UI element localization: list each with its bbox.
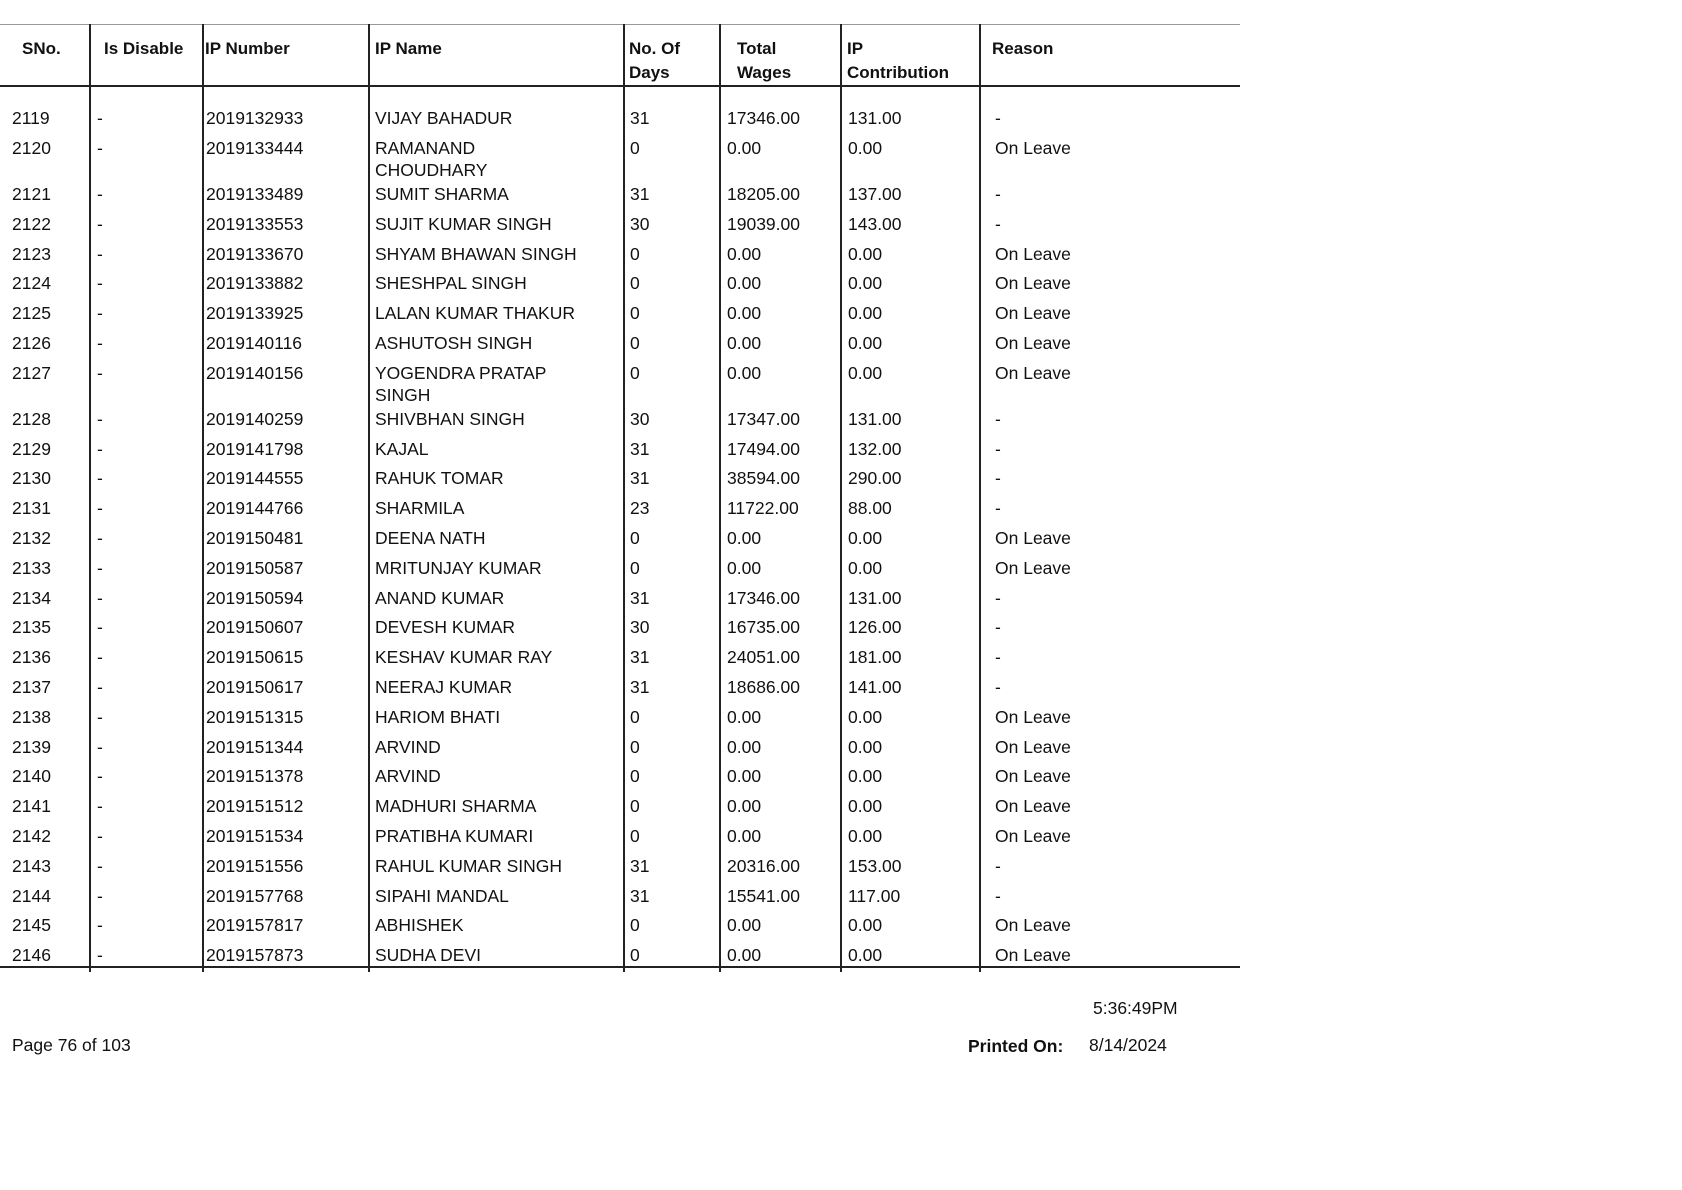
cell-contribution: 137.00 xyxy=(848,184,902,204)
cell-is-disable: - xyxy=(97,409,103,429)
cell-ip-name-line: SHESHPAL SINGH xyxy=(375,273,527,293)
cell-reason: On Leave xyxy=(995,558,1071,578)
cell-ip-number: 2019133670 xyxy=(206,244,304,264)
header-ip-contribution-line: Contribution xyxy=(847,63,949,82)
cell-wages: 0.00 xyxy=(727,528,762,548)
cell-wages: 18205.00 xyxy=(727,184,800,204)
cell-days: 0 xyxy=(630,138,640,158)
cell-ip-name xyxy=(375,183,509,205)
cell-reason: On Leave xyxy=(995,796,1071,816)
cell-sno: 2141 xyxy=(12,796,51,816)
cell-wages: 0.00 xyxy=(727,244,762,264)
cell-is-disable: - xyxy=(97,214,103,234)
cell-ip-name xyxy=(375,137,487,181)
cell-reason: - xyxy=(995,184,1001,204)
cell-days: 31 xyxy=(630,886,650,906)
cell-ip-name xyxy=(375,243,577,265)
cell-contribution: 0.00 xyxy=(848,766,883,786)
cell-contribution: 0.00 xyxy=(848,528,883,548)
cell-ip-name-line: SHIVBHAN SINGH xyxy=(375,409,525,429)
cell-ip-name-line: NEERAJ KUMAR xyxy=(375,677,513,697)
cell-ip-name xyxy=(375,885,509,907)
cell-ip-number: 2019157768 xyxy=(206,886,304,906)
cell-sno: 2135 xyxy=(12,617,51,637)
cell-contribution: 131.00 xyxy=(848,588,902,608)
cell-sno: 2121 xyxy=(12,184,51,204)
cell-ip-number: 2019140116 xyxy=(206,333,303,353)
cell-ip-name-line: MADHURI SHARMA xyxy=(375,796,537,816)
cell-reason: - xyxy=(995,439,1001,459)
cell-ip-number: 2019133882 xyxy=(206,273,304,293)
cell-sno: 2138 xyxy=(12,707,51,727)
cell-reason: On Leave xyxy=(995,915,1071,935)
cell-ip-number: 2019151315 xyxy=(206,707,304,727)
cell-reason: - xyxy=(995,108,1001,128)
cell-reason: On Leave xyxy=(995,273,1071,293)
cell-ip-name-line: RAMANAND xyxy=(375,138,476,158)
cell-days: 0 xyxy=(630,707,640,727)
cell-days: 31 xyxy=(630,184,650,204)
cell-wages: 38594.00 xyxy=(727,468,800,488)
cell-days: 31 xyxy=(630,856,650,876)
cell-ip-number: 2019151344 xyxy=(206,737,304,757)
cell-wages: 0.00 xyxy=(727,303,762,323)
cell-days: 31 xyxy=(630,677,650,697)
cell-ip-name-line: SIPAHI MANDAL xyxy=(375,886,509,906)
cell-sno: 2132 xyxy=(12,528,51,548)
cell-is-disable: - xyxy=(97,363,103,383)
cell-ip-name xyxy=(375,616,515,638)
cell-is-disable: - xyxy=(97,737,103,757)
cell-contribution: 131.00 xyxy=(848,108,902,128)
cell-is-disable: - xyxy=(97,528,103,548)
cell-is-disable: - xyxy=(97,945,103,965)
cell-ip-name-line: DEENA NATH xyxy=(375,528,486,548)
cell-ip-name xyxy=(375,438,429,460)
table-header-bottom-border xyxy=(0,85,1240,87)
cell-days: 0 xyxy=(630,766,640,786)
cell-ip-number: 2019133444 xyxy=(206,138,304,158)
cell-reason: - xyxy=(995,214,1001,234)
cell-is-disable: - xyxy=(97,915,103,935)
cell-ip-name xyxy=(375,497,464,519)
cell-ip-name xyxy=(375,825,533,847)
cell-contribution: 132.00 xyxy=(848,439,902,459)
cell-reason: - xyxy=(995,468,1001,488)
cell-days: 0 xyxy=(630,945,640,965)
cell-ip-number: 2019150615 xyxy=(206,647,304,667)
cell-contribution: 0.00 xyxy=(848,707,883,727)
cell-wages: 17347.00 xyxy=(727,409,800,429)
column-divider xyxy=(89,24,91,972)
cell-contribution: 143.00 xyxy=(848,214,902,234)
cell-contribution: 0.00 xyxy=(848,273,883,293)
cell-ip-name-line: SUDHA DEVI xyxy=(375,945,481,965)
cell-sno: 2123 xyxy=(12,244,51,264)
cell-ip-number: 2019151512 xyxy=(206,796,304,816)
cell-ip-name-line: SUMIT SHARMA xyxy=(375,184,509,204)
header-ip-contribution xyxy=(847,37,949,85)
cell-ip-name-line: MRITUNJAY KUMAR xyxy=(375,558,542,578)
cell-sno: 2139 xyxy=(12,737,51,757)
cell-ip-number: 2019150481 xyxy=(206,528,304,548)
cell-sno: 2126 xyxy=(12,333,51,353)
cell-contribution: 0.00 xyxy=(848,244,883,264)
cell-contribution: 0.00 xyxy=(848,826,883,846)
cell-days: 0 xyxy=(630,273,640,293)
cell-sno: 2133 xyxy=(12,558,51,578)
cell-wages: 0.00 xyxy=(727,363,762,383)
cell-contribution: 0.00 xyxy=(848,558,883,578)
cell-is-disable: - xyxy=(97,856,103,876)
cell-ip-name xyxy=(375,646,552,668)
cell-wages: 20316.00 xyxy=(727,856,800,876)
cell-sno: 2144 xyxy=(12,886,51,906)
cell-reason: On Leave xyxy=(995,766,1071,786)
cell-is-disable: - xyxy=(97,558,103,578)
header-total-wages-line: Wages xyxy=(737,63,792,82)
cell-wages: 18686.00 xyxy=(727,677,800,697)
cell-ip-name-line: PRATIBHA KUMARI xyxy=(375,826,534,846)
cell-contribution: 0.00 xyxy=(848,333,883,353)
cell-reason: On Leave xyxy=(995,945,1071,965)
column-divider xyxy=(623,24,625,972)
cell-ip-name xyxy=(375,944,481,966)
cell-is-disable: - xyxy=(97,333,103,353)
cell-sno: 2140 xyxy=(12,766,51,786)
cell-wages: 0.00 xyxy=(727,333,762,353)
header-no-of-days-line: No. Of xyxy=(629,39,680,58)
cell-ip-name-line: KESHAV KUMAR RAY xyxy=(375,647,553,667)
cell-ip-number: 2019151556 xyxy=(206,856,304,876)
column-divider xyxy=(368,24,370,972)
cell-days: 0 xyxy=(630,737,640,757)
cell-days: 23 xyxy=(630,498,650,518)
cell-contribution: 0.00 xyxy=(848,796,883,816)
header-total-wages xyxy=(737,37,791,85)
cell-is-disable: - xyxy=(97,138,103,158)
cell-is-disable: - xyxy=(97,273,103,293)
cell-wages: 0.00 xyxy=(727,766,762,786)
cell-contribution: 131.00 xyxy=(848,409,902,429)
printed-date: 8/14/2024 xyxy=(1089,1035,1167,1055)
cell-ip-name xyxy=(375,736,441,758)
column-divider xyxy=(202,24,204,972)
cell-reason: On Leave xyxy=(995,363,1071,383)
table-bottom-border xyxy=(0,966,1240,968)
cell-contribution: 0.00 xyxy=(848,945,883,965)
cell-wages: 19039.00 xyxy=(727,214,800,234)
header-reason: Reason xyxy=(992,39,1054,58)
cell-wages: 0.00 xyxy=(727,945,762,965)
cell-ip-number: 2019132933 xyxy=(206,108,304,128)
cell-contribution: 0.00 xyxy=(848,363,883,383)
cell-is-disable: - xyxy=(97,677,103,697)
cell-wages: 17346.00 xyxy=(727,588,800,608)
cell-ip-name xyxy=(375,362,546,406)
cell-contribution: 88.00 xyxy=(848,498,892,518)
cell-ip-name xyxy=(375,302,575,324)
cell-ip-name-line: ANAND KUMAR xyxy=(375,588,505,608)
cell-reason: On Leave xyxy=(995,244,1071,264)
cell-wages: 0.00 xyxy=(727,915,762,935)
table-top-border xyxy=(0,24,1240,25)
cell-sno: 2127 xyxy=(12,363,51,383)
cell-ip-name xyxy=(375,914,464,936)
cell-days: 31 xyxy=(630,439,650,459)
cell-sno: 2137 xyxy=(12,677,51,697)
cell-ip-name xyxy=(375,855,562,877)
cell-ip-name-line: KAJAL xyxy=(375,439,429,459)
cell-sno: 2134 xyxy=(12,588,51,608)
cell-reason: On Leave xyxy=(995,826,1071,846)
cell-days: 0 xyxy=(630,796,640,816)
cell-sno: 2120 xyxy=(12,138,51,158)
cell-ip-name-line: HARIOM BHATI xyxy=(375,707,501,727)
cell-contribution: 153.00 xyxy=(848,856,902,876)
cell-days: 30 xyxy=(630,214,650,234)
cell-wages: 16735.00 xyxy=(727,617,800,637)
cell-reason: - xyxy=(995,498,1001,518)
cell-contribution: 117.00 xyxy=(848,886,901,906)
cell-ip-name xyxy=(375,557,542,579)
cell-days: 0 xyxy=(630,333,640,353)
cell-days: 0 xyxy=(630,244,640,264)
cell-reason: On Leave xyxy=(995,528,1071,548)
cell-is-disable: - xyxy=(97,108,103,128)
cell-wages: 0.00 xyxy=(727,273,762,293)
cell-days: 0 xyxy=(630,915,640,935)
cell-is-disable: - xyxy=(97,498,103,518)
header-is-disable: Is Disable xyxy=(104,39,184,58)
cell-is-disable: - xyxy=(97,796,103,816)
cell-ip-name-line: ARVIND xyxy=(375,737,441,757)
cell-ip-name xyxy=(375,408,525,430)
cell-is-disable: - xyxy=(97,886,103,906)
cell-ip-name-line: RAHUK TOMAR xyxy=(375,468,504,488)
cell-days: 31 xyxy=(630,468,650,488)
cell-is-disable: - xyxy=(97,647,103,667)
cell-days: 0 xyxy=(630,558,640,578)
cell-ip-name xyxy=(375,587,504,609)
cell-ip-number: 2019140259 xyxy=(206,409,304,429)
cell-days: 31 xyxy=(630,108,650,128)
cell-reason: - xyxy=(995,647,1001,667)
cell-is-disable: - xyxy=(97,184,103,204)
cell-is-disable: - xyxy=(97,468,103,488)
cell-sno: 2145 xyxy=(12,915,51,935)
cell-days: 31 xyxy=(630,647,650,667)
cell-sno: 2119 xyxy=(12,108,50,128)
cell-contribution: 0.00 xyxy=(848,138,883,158)
cell-sno: 2125 xyxy=(12,303,51,323)
cell-is-disable: - xyxy=(97,826,103,846)
cell-wages: 0.00 xyxy=(727,826,762,846)
column-divider xyxy=(979,24,981,972)
cell-days: 30 xyxy=(630,409,650,429)
cell-reason: On Leave xyxy=(995,737,1071,757)
cell-ip-name-line: SHARMILA xyxy=(375,498,465,518)
cell-days: 30 xyxy=(630,617,650,637)
cell-reason: On Leave xyxy=(995,333,1071,353)
cell-ip-name xyxy=(375,272,527,294)
column-divider xyxy=(840,24,842,972)
page-number: Page 76 of 103 xyxy=(12,1035,131,1055)
cell-ip-name xyxy=(375,676,512,698)
header-ip-contribution-line: IP xyxy=(847,39,864,58)
cell-reason: - xyxy=(995,409,1001,429)
cell-ip-name xyxy=(375,107,512,129)
cell-wages: 0.00 xyxy=(727,707,762,727)
cell-ip-name-line: LALAN KUMAR THAKUR xyxy=(375,303,576,323)
cell-reason: - xyxy=(995,677,1001,697)
cell-sno: 2122 xyxy=(12,214,51,234)
cell-ip-name xyxy=(375,213,552,235)
cell-ip-number: 2019151534 xyxy=(206,826,304,846)
header-total-wages-line: Total xyxy=(737,39,777,58)
cell-sno: 2131 xyxy=(12,498,51,518)
cell-ip-name-line: VIJAY BAHADUR xyxy=(375,108,513,128)
cell-ip-number: 2019151378 xyxy=(206,766,304,786)
cell-ip-number: 2019133553 xyxy=(206,214,304,234)
header-ip-name: IP Name xyxy=(375,39,442,58)
cell-ip-number: 2019144766 xyxy=(206,498,304,518)
cell-contribution: 141.00 xyxy=(848,677,902,697)
cell-days: 0 xyxy=(630,528,640,548)
cell-contribution: 181.00 xyxy=(848,647,902,667)
cell-days: 0 xyxy=(630,363,640,383)
printed-time: 5:36:49PM xyxy=(1093,998,1178,1018)
cell-is-disable: - xyxy=(97,707,103,727)
cell-reason: - xyxy=(995,886,1001,906)
cell-ip-number: 2019144555 xyxy=(206,468,304,488)
cell-sno: 2128 xyxy=(12,409,51,429)
cell-is-disable: - xyxy=(97,766,103,786)
printed-on-label: Printed On: xyxy=(968,1036,1064,1056)
cell-sno: 2129 xyxy=(12,439,51,459)
cell-wages: 15541.00 xyxy=(727,886,800,906)
cell-ip-name xyxy=(375,332,532,354)
cell-ip-name-line: RAHUL KUMAR SINGH xyxy=(375,856,563,876)
cell-ip-name xyxy=(375,795,536,817)
cell-contribution: 0.00 xyxy=(848,303,883,323)
cell-wages: 17346.00 xyxy=(727,108,800,128)
cell-ip-name-line: SINGH xyxy=(375,385,431,405)
cell-reason: On Leave xyxy=(995,707,1071,727)
cell-ip-number: 2019150587 xyxy=(206,558,304,578)
cell-reason: On Leave xyxy=(995,303,1071,323)
cell-sno: 2146 xyxy=(12,945,51,965)
cell-days: 0 xyxy=(630,826,640,846)
cell-ip-name-line: SUJIT KUMAR SINGH xyxy=(375,214,552,234)
cell-sno: 2124 xyxy=(12,273,51,293)
cell-ip-name-line: SHYAM BHAWAN SINGH xyxy=(375,244,577,264)
cell-ip-number: 2019140156 xyxy=(206,363,304,383)
cell-ip-number: 2019133489 xyxy=(206,184,304,204)
cell-wages: 0.00 xyxy=(727,138,762,158)
cell-ip-name-line: DEVESH KUMAR xyxy=(375,617,516,637)
column-divider xyxy=(719,24,721,972)
cell-is-disable: - xyxy=(97,439,103,459)
cell-sno: 2130 xyxy=(12,468,51,488)
header-no-of-days xyxy=(629,37,680,85)
cell-contribution: 0.00 xyxy=(848,915,883,935)
cell-ip-name xyxy=(375,765,441,787)
cell-ip-name xyxy=(375,467,504,489)
cell-ip-name-line: ARVIND xyxy=(375,766,441,786)
cell-wages: 0.00 xyxy=(727,796,762,816)
cell-contribution: 0.00 xyxy=(848,737,883,757)
cell-reason: On Leave xyxy=(995,138,1071,158)
cell-sno: 2142 xyxy=(12,826,51,846)
cell-is-disable: - xyxy=(97,617,103,637)
cell-ip-name xyxy=(375,706,500,728)
cell-ip-name-line: ABHISHEK xyxy=(375,915,464,935)
cell-reason: - xyxy=(995,856,1001,876)
cell-reason: - xyxy=(995,588,1001,608)
cell-ip-name-line: CHOUDHARY xyxy=(375,160,488,180)
cell-sno: 2143 xyxy=(12,856,51,876)
cell-ip-number: 2019150594 xyxy=(206,588,304,608)
cell-ip-name-line: ASHUTOSH SINGH xyxy=(375,333,533,353)
cell-reason: - xyxy=(995,617,1001,637)
cell-is-disable: - xyxy=(97,244,103,264)
cell-ip-number: 2019141798 xyxy=(206,439,304,459)
cell-is-disable: - xyxy=(97,588,103,608)
cell-ip-number: 2019157817 xyxy=(206,915,304,935)
cell-contribution: 290.00 xyxy=(848,468,902,488)
cell-wages: 11722.00 xyxy=(727,498,799,518)
cell-ip-name-line: YOGENDRA PRATAP xyxy=(375,363,547,383)
cell-ip-number: 2019150617 xyxy=(206,677,304,697)
cell-wages: 24051.00 xyxy=(727,647,800,667)
cell-wages: 17494.00 xyxy=(727,439,800,459)
header-no-of-days-line: Days xyxy=(629,63,670,82)
cell-sno: 2136 xyxy=(12,647,51,667)
cell-days: 0 xyxy=(630,303,640,323)
header-sno: SNo. xyxy=(22,39,61,58)
cell-ip-number: 2019157873 xyxy=(206,945,304,965)
cell-contribution: 126.00 xyxy=(848,617,902,637)
header-ip-number: IP Number xyxy=(205,39,290,58)
cell-wages: 0.00 xyxy=(727,737,762,757)
cell-is-disable: - xyxy=(97,303,103,323)
cell-wages: 0.00 xyxy=(727,558,762,578)
cell-days: 31 xyxy=(630,588,650,608)
cell-ip-number: 2019150607 xyxy=(206,617,304,637)
cell-ip-number: 2019133925 xyxy=(206,303,304,323)
cell-ip-name xyxy=(375,527,486,549)
